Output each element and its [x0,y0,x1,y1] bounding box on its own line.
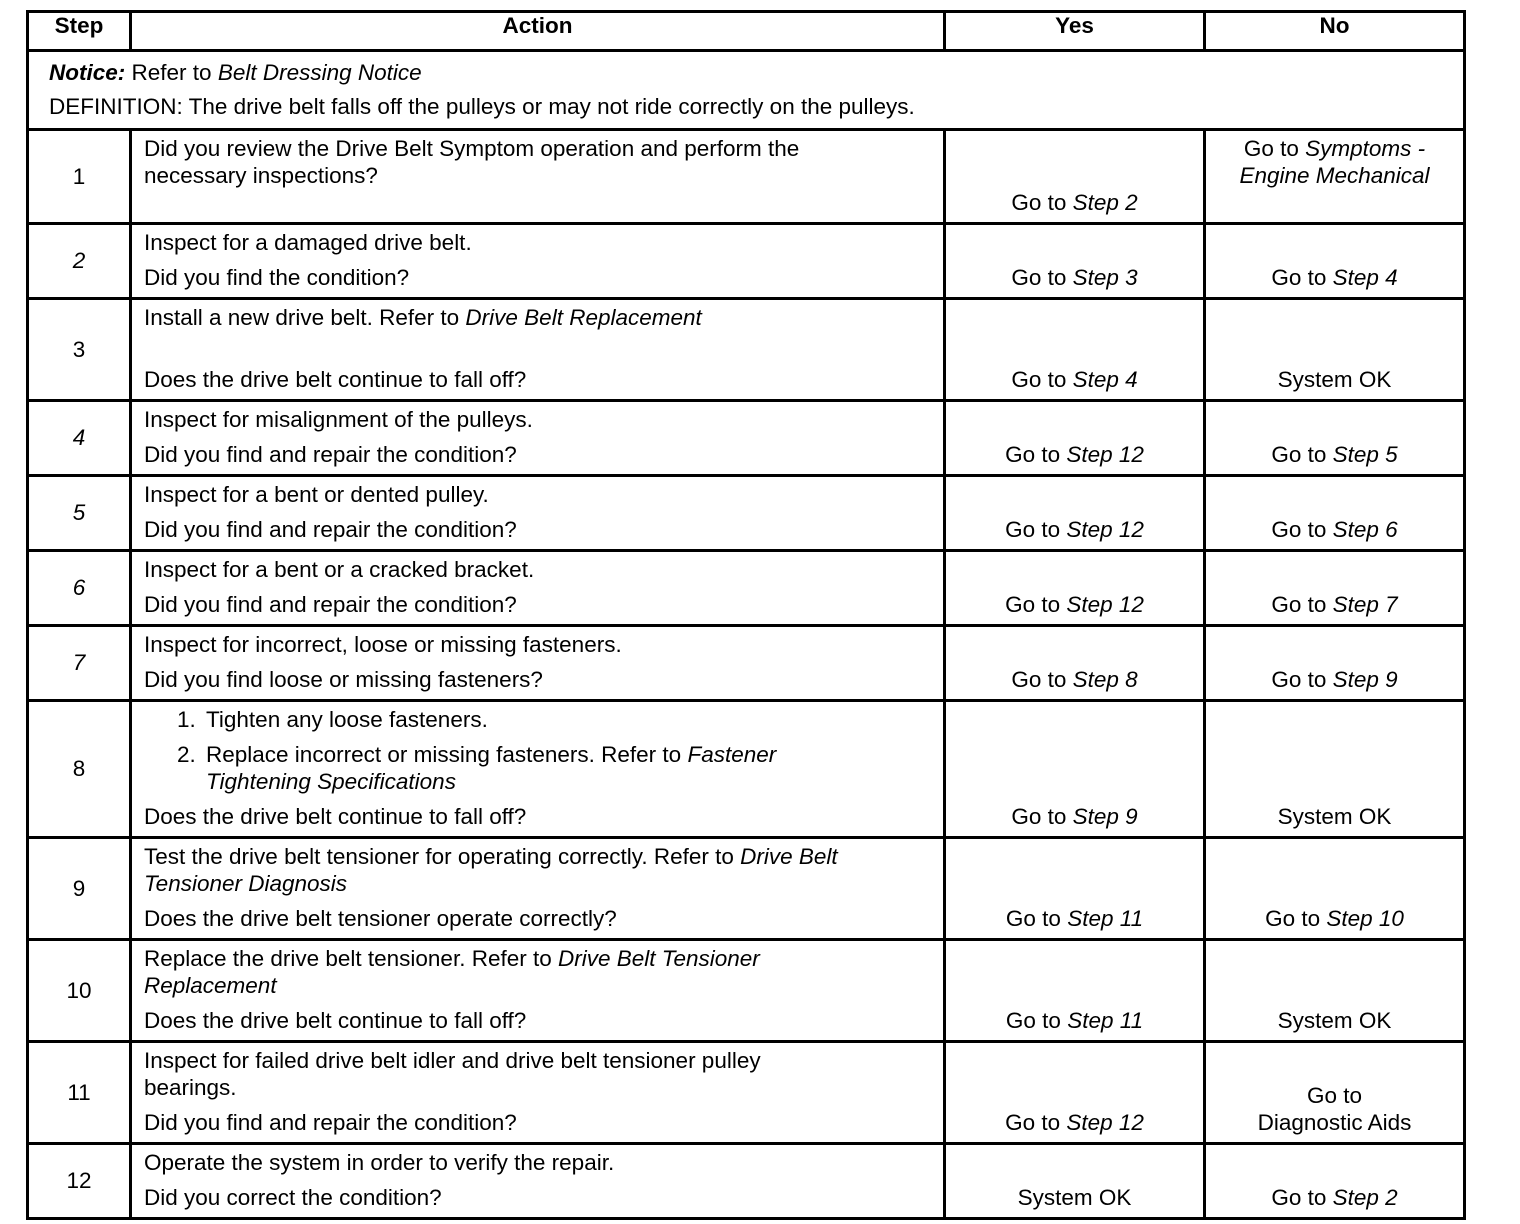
yes-cell [945,701,1205,838]
table-row [28,130,1465,224]
question-text: Did you correct the condition? [144,1185,442,1210]
action-ref-link: Drive Belt [740,844,838,869]
question-text: Did you find and repair the condition? [144,442,517,467]
table-row [28,551,1465,626]
question-text: Does the drive belt continue to fall off? [144,1008,527,1033]
action-text: Install a new drive belt. Refer to [144,305,460,330]
no-step-link: Step 4 [1332,265,1398,290]
table-header-row [28,12,1465,51]
yes-prefix: Go to [1011,265,1067,290]
no-cell [1205,838,1465,940]
no-cell [1205,1144,1465,1219]
action-cell [131,1144,945,1219]
header-yes: Yes [945,12,1205,51]
action-text: Inspect for incorrect, loose or missing fasteners. [144,632,622,657]
yes-prefix: Go to [1005,517,1061,542]
action-cell [131,838,945,940]
step-number: 8 [28,701,131,838]
no-step-link: Step 5 [1332,442,1398,467]
step-number: 11 [28,1042,131,1144]
action-text: Test the drive belt tensioner for operating correctly. Refer to [144,844,734,869]
action-cell [131,476,945,551]
no-text: Diagnostic Aids [1257,1110,1412,1135]
action-text: Replace the drive belt tensioner. Refer to [144,946,552,971]
step-number: 2 [28,224,131,299]
action-cell [131,130,945,224]
no-cell [1205,476,1465,551]
yes-prefix: Go to [1005,592,1061,617]
no-cell: System OK [1205,299,1465,401]
action-text: Operate the system in order to verify the repair. [144,1150,615,1175]
no-cell [1205,551,1465,626]
question-text: Does the drive belt tensioner operate correctly? [144,906,617,931]
action-text: Inspect for failed drive belt idler and drive belt tensioner pulley [144,1048,761,1073]
yes-step-link: Step 12 [1066,592,1144,617]
no-cell [1205,401,1465,476]
notice-cell [28,51,1465,130]
table-row [28,701,1465,838]
action-list [144,706,933,795]
step-number: 4 [28,401,131,476]
action-text: Inspect for a bent or a cracked bracket. [144,557,535,582]
action-ref-link: Tightening Specifications [206,769,456,794]
action-text: necessary inspections? [144,163,378,188]
no-prefix: Go to [1271,1185,1327,1210]
table-row [28,224,1465,299]
no-cell [1205,626,1465,701]
yes-step-link: Step 2 [1072,190,1138,215]
action-text: Inspect for a bent or dented pulley. [144,482,489,507]
no-step-link: Step 2 [1332,1185,1398,1210]
no-prefix: Go to [1265,906,1321,931]
action-cell [131,940,945,1042]
step-number: 12 [28,1144,131,1219]
action-text: Did you review the Drive Belt Symptom operation and perform the [144,136,800,161]
yes-prefix: Go to [1011,367,1067,392]
no-ref-link: Symptoms - [1305,136,1426,161]
table-row [28,838,1465,940]
yes-prefix: Go to [1005,1110,1061,1135]
yes-cell [945,626,1205,701]
action-text: bearings. [144,1075,237,1100]
yes-cell [945,1042,1205,1144]
table-row [28,476,1465,551]
yes-cell [945,401,1205,476]
yes-step-link: Step 4 [1072,367,1138,392]
action-cell [131,401,945,476]
no-prefix: Go to [1271,592,1327,617]
no-prefix: Go to [1271,667,1327,692]
yes-prefix: Go to [1005,442,1061,467]
header-step: Step [28,12,131,51]
table-row [28,1042,1465,1144]
yes-prefix: Go to [1011,190,1067,215]
yes-step-link: Step 12 [1066,517,1144,542]
question-text: Did you find loose or missing fasteners? [144,667,543,692]
yes-step-link: Step 8 [1072,667,1138,692]
action-cell [131,1042,945,1144]
yes-prefix: Go to [1011,804,1067,829]
action-ref-link: Tensioner Diagnosis [144,871,348,896]
action-text: Inspect for a damaged drive belt. [144,230,472,255]
yes-step-link: Step 3 [1072,265,1138,290]
no-step-link: Step 7 [1332,592,1398,617]
definition-text: DEFINITION: The drive belt falls off the pulleys or may not ride correctly on the pulleys. [49,94,915,119]
notice-row [28,51,1465,130]
action-cell [131,626,945,701]
yes-prefix: Go to [1011,667,1067,692]
step-number: 7 [28,626,131,701]
notice-text: Refer to [131,60,212,85]
yes-cell [945,838,1205,940]
no-step-link: Step 9 [1332,667,1398,692]
question-text: Does the drive belt continue to fall off? [144,804,527,829]
step-number: 10 [28,940,131,1042]
yes-step-link: Step 11 [1067,906,1144,931]
question-text: Did you find the condition? [144,265,410,290]
no-prefix: Go to [1271,442,1327,467]
no-cell: System OK [1205,940,1465,1042]
action-cell [131,701,945,838]
step-number: 6 [28,551,131,626]
table-row [28,626,1465,701]
question-text: Does the drive belt continue to fall off? [144,367,527,392]
header-action: Action [131,12,945,51]
no-prefix: Go to [1271,517,1327,542]
no-step-link: Step 10 [1326,906,1404,931]
yes-step-link: Step 9 [1072,804,1138,829]
question-text: Did you find and repair the condition? [144,1110,517,1135]
action-cell [131,551,945,626]
no-prefix: Go to [1271,265,1327,290]
action-ref-link: Drive Belt Replacement [465,305,702,330]
action-cell [131,224,945,299]
notice-link: Belt Dressing Notice [217,60,422,85]
no-ref-link: Engine Mechanical [1239,163,1430,188]
step-number: 3 [28,299,131,401]
action-ref-link: Drive Belt Tensioner [558,946,760,971]
notice-label: Notice: [49,60,126,85]
table-row [28,299,1465,401]
no-cell [1205,1042,1465,1144]
yes-cell [945,130,1205,224]
yes-step-link: Step 12 [1066,442,1144,467]
list-item-text: Tighten any loose fasteners. [206,707,488,732]
no-cell [1205,130,1465,224]
step-number: 9 [28,838,131,940]
yes-cell: System OK [945,1144,1205,1219]
question-text: Did you find and repair the condition? [144,517,517,542]
header-no: No [1205,12,1465,51]
table-row [28,401,1465,476]
yes-prefix: Go to [1005,1008,1061,1033]
yes-cell [945,476,1205,551]
yes-cell [945,551,1205,626]
list-item-text: Replace incorrect or missing fasteners. Refer to [206,742,682,767]
no-step-link: Step 6 [1332,517,1398,542]
no-prefix: Go to [1243,136,1299,161]
step-number: 1 [28,130,131,224]
diagnostic-table [26,10,1466,1220]
yes-cell [945,940,1205,1042]
action-text: Inspect for misalignment of the pulleys. [144,407,533,432]
yes-step-link: Step 12 [1066,1110,1144,1135]
no-text: Go to [1306,1083,1363,1108]
list-item [202,741,933,795]
action-cell [131,299,945,401]
yes-prefix: Go to [1005,906,1061,931]
list-item [202,706,933,733]
step-number: 5 [28,476,131,551]
table-row [28,1144,1465,1219]
no-cell [1205,224,1465,299]
no-cell: System OK [1205,701,1465,838]
action-ref-link: Replacement [144,973,277,998]
yes-cell [945,299,1205,401]
yes-step-link: Step 11 [1067,1008,1144,1033]
table-row [28,940,1465,1042]
action-ref-link: Fastener [687,742,777,767]
yes-cell [945,224,1205,299]
question-text: Did you find and repair the condition? [144,592,517,617]
